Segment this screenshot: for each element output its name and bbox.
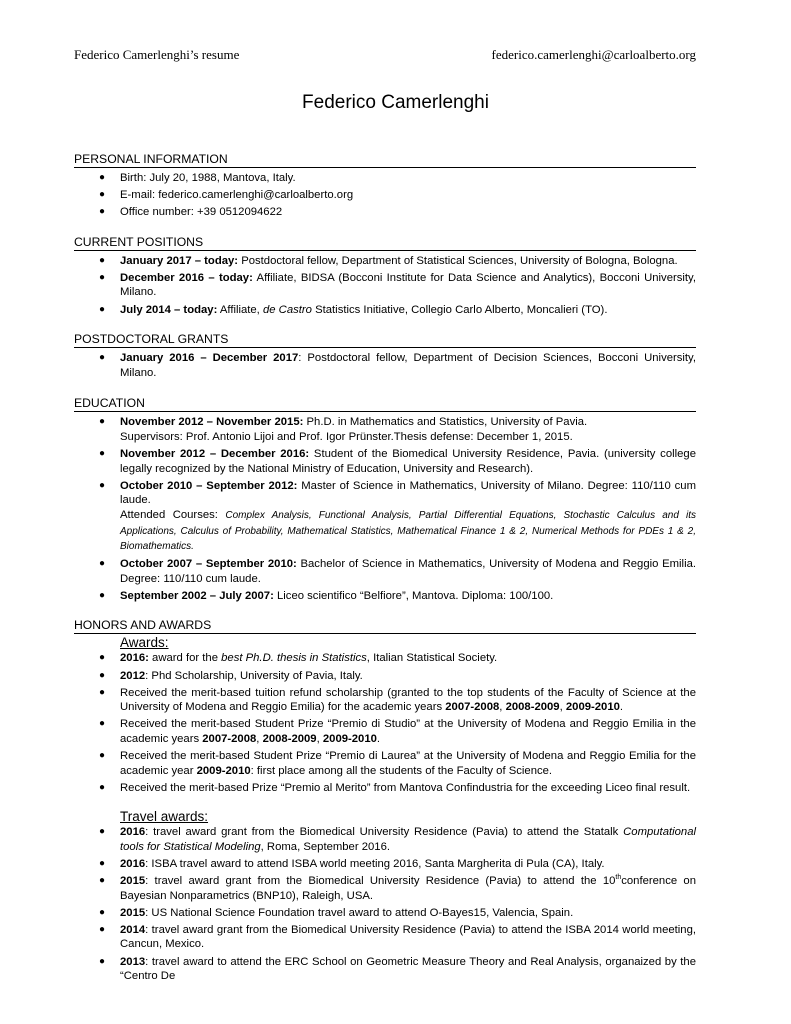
bullet-icon: ● xyxy=(99,750,106,762)
list-item: ● Received the merit-based Student Prize “Premio di Laurea” at the University of Modena and Reggio Emilia for the academic year 2009-2010: first place among all the students of the Faculty of Science. xyxy=(99,750,696,777)
bullet-icon: ● xyxy=(99,558,106,570)
list-item: ● 2016: ISBA travel award to attend ISBA world meeting 2016, Santa Margherita di Pula (CA), Italy. xyxy=(99,858,605,870)
list-item: ● 2016: award for the best Ph.D. thesis in Statistics, Italian Statistical Society. xyxy=(99,652,498,665)
section-personal xyxy=(74,152,696,220)
list-item: ● E-mail: federico.camerlenghi@carloalberto.org xyxy=(99,189,354,202)
list-item: ● Received the merit-based tuition refund scholarship (granted to the top students of the Faculty of Science at the University of Modena and Reggio Emilia) for the academic years 2007-2008, 2008-2009, 2009-2010. xyxy=(99,686,696,714)
list-item: ● 2016: travel award grant from the Biomedical University Residence (Pavia) to attend the Statalk Computational tools for Statistical Modeling, Roma, September 2016. xyxy=(99,826,696,853)
list-item: ● July 2014 – today: Affiliate, de Castro Statistics Initiative, Collegio Carlo Alberto, Moncalieri (TO). xyxy=(99,303,608,316)
bullet-icon: ● xyxy=(99,416,106,428)
list-item: ● 2013: travel award to attend the ERC School on Geometric Measure Theory and Real Analysis, organaized by the “Centro De xyxy=(99,955,696,983)
list-item: ● Birth: July 20, 1988, Mantova, Italy. xyxy=(99,172,296,184)
list-item: ● Received the merit-based Prize “Premio al Merito” from Mantova Confindustria for the exceeding Liceo final result. xyxy=(99,781,691,794)
section-heading: HONORS AND AWARDS xyxy=(74,618,696,634)
bullet-icon: ● xyxy=(99,781,106,793)
list-item: ● Office number: +39 0512094622 xyxy=(99,206,283,219)
bullet-icon: ● xyxy=(99,669,106,681)
bullet-icon: ● xyxy=(99,686,106,698)
section-positions xyxy=(74,235,696,317)
list-item: ● Received the merit-based Student Prize “Premio di Studio” at the University of Modena and Reggio Emilia in the academic years 2007-2008, 2008-2009, 2009-2010. xyxy=(99,718,696,745)
section-heading: PERSONAL INFORMATION xyxy=(74,152,696,168)
list-item: ● December 2016 – today: Affiliate, BIDSA (Bocconi Institute for Data Science and Analytics), Bocconi University, Milano. xyxy=(99,271,696,299)
awards-subheading: Awards: xyxy=(120,635,169,651)
bullet-icon: ● xyxy=(99,589,106,601)
running-header-email: federico.camerlenghi@carloalberto.org xyxy=(491,47,696,62)
list-item: ● 2014: travel award grant from the Biomedical University Residence (Pavia) to attend the ISBA 2014 world meeting, Cancun, Mexico. xyxy=(99,923,696,951)
list-item: ● October 2007 – September 2010: Bachelor of Science in Mathematics, University of Modena and Reggio Emilia. Degree: 110/110 cum laude. xyxy=(99,558,696,585)
travel-awards-subheading: Travel awards: xyxy=(120,809,209,825)
bullet-icon: ● xyxy=(99,652,106,664)
section-education xyxy=(74,396,696,603)
list-item: ● 2015: US National Science Foundation travel award to attend O-Bayes15, Valencia, Spain. xyxy=(99,906,574,919)
bullet-icon: ● xyxy=(99,826,106,838)
section-heading: EDUCATION xyxy=(74,396,696,412)
list-item: ● September 2002 – July 2007: Liceo scientifico “Belfiore”, Mantova. Diploma: 100/100. xyxy=(99,589,554,602)
bullet-icon: ● xyxy=(99,858,106,869)
resume-body xyxy=(74,152,696,984)
bullet-icon: ● xyxy=(99,718,106,730)
bullet-icon: ● xyxy=(99,352,106,364)
bullet-icon: ● xyxy=(99,271,106,283)
bullet-icon: ● xyxy=(99,955,106,967)
list-item: ● October 2010 – September 2012: Master of Science in Mathematics, University of Milano. Degree: 110/110 cum laude. Attended Courses: Complex Analysis, Functional Analysis, Partial Differential Equations, Stochastic Calculus and its Applications, Calculus of Probability, Mathematical Statistics, Mathematical Finance 1 & 2, Numerical Methods for PDEs 1 & 2, Biomathematics. xyxy=(99,479,697,553)
section-grants xyxy=(74,332,696,380)
bullet-icon: ● xyxy=(99,875,106,887)
list-item: ● 2012: Phd Scholarship, University of Pavia, Italy. xyxy=(99,669,363,682)
bullet-icon: ● xyxy=(99,206,106,218)
bullet-icon: ● xyxy=(99,303,106,315)
list-item: ● January 2017 – today: Postdoctoral fellow, Department of Statistical Sciences, University of Bologna, Bologna. xyxy=(99,254,678,267)
bullet-icon: ● xyxy=(99,172,106,183)
running-header-title: Federico Camerlenghi’s resume xyxy=(74,47,240,62)
section-honors xyxy=(74,618,696,983)
bullet-icon: ● xyxy=(99,479,106,491)
section-heading: CURRENT POSITIONS xyxy=(74,235,696,251)
page-title: Federico Camerlenghi xyxy=(302,92,489,113)
list-item: ● November 2012 – November 2015: Ph.D. in Mathematics and Statistics, University of Pavia. Supervisors: Prof. Antonio Lijoi and Prof. Igor Prünster.Thesis defense: December 1, 2015. xyxy=(99,416,588,443)
list-item: ● January 2016 – December 2017: Postdoctoral fellow, Department of Decision Sciences, Bocconi University, Milano. xyxy=(99,352,697,379)
list-item: ● 2015: travel award grant from the Biomedical University Residence (Pavia) to attend the 10thconference on Bayesian Nonparametrics (BNP10), Raleigh, USA. xyxy=(99,874,696,902)
bullet-icon: ● xyxy=(99,189,106,201)
bullet-icon: ● xyxy=(99,923,106,935)
list-item: ● November 2012 – December 2016: Student of the Biomedical University Residence, Pavia. (university college legally recognized by the National Ministry of Education, University and Research). xyxy=(99,448,696,475)
bullet-icon: ● xyxy=(99,906,106,918)
bullet-icon: ● xyxy=(99,448,106,460)
section-heading: POSTDOCTORAL GRANTS xyxy=(74,332,696,348)
bullet-icon: ● xyxy=(99,254,106,266)
